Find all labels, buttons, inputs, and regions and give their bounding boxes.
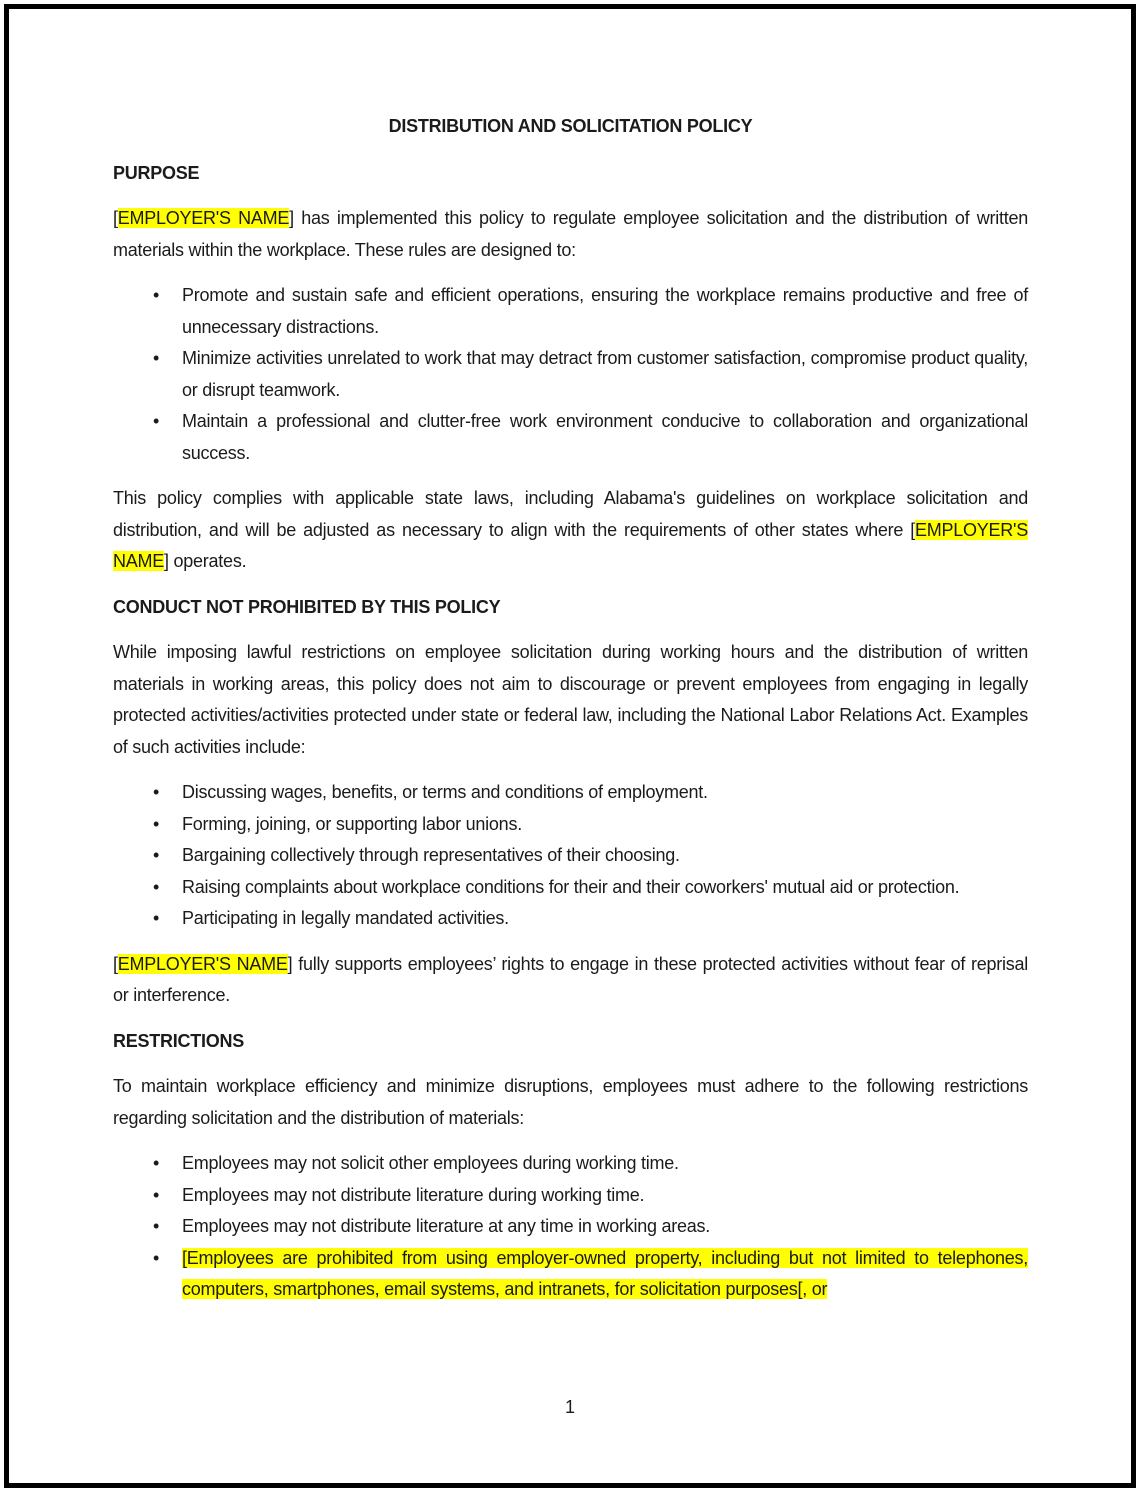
page-number: 1	[564, 1396, 575, 1417]
employer-name-placeholder: EMPLOYER'S NAME	[117, 208, 290, 228]
paragraph-restrictions-intro: To maintain workplace efficiency and minimize disruptions, employees must adhere to the following restrictions regarding solicitation and the distribution of materials:	[113, 1076, 1028, 1128]
paragraph-support	[113, 949, 1028, 1012]
paragraph-conduct-intro: While imposing lawful restrictions on employee solicitation during working hours and the distribution of written materials in working areas, this policy does not aim to discourage or prevent employees from engaging in legally protected activities/activities protected under state or federal law, including the National Labor Relations Act. Examples of such activities include:	[113, 642, 1028, 757]
employer-name-placeholder: EMPLOYER'S NAME	[117, 953, 288, 974]
protected-activities-list	[113, 777, 1028, 935]
list-item: • Minimize activities unrelated to work that may detract from customer satisfaction, compromise product quality, or disrupt teamwork.	[113, 343, 1028, 406]
list-item: • Employees may not distribute literature at any time in working areas.	[113, 1211, 1028, 1243]
paragraph-text: This policy complies with applicable state laws, including Alabama's guidelines on workplace solicitation and distribution, and will be adjusted as necessary to align with the requirements of other states where [	[113, 488, 1028, 540]
list-item: • Forming, joining, or supporting labor unions.	[113, 809, 1028, 841]
paragraph-text: ] has implemented this policy to regulate employee solicitation and the distribution of written materials within the workplace. These rules are designed to:	[113, 208, 1028, 260]
document-title: DISTRIBUTION AND SOLICITATION POLICY	[388, 116, 753, 136]
list-item: • Discussing wages, benefits, or terms and conditions of employment.	[113, 777, 1028, 809]
restrictions-list	[113, 1148, 1028, 1306]
paragraph-compliance	[113, 483, 1028, 578]
paragraph-text: ] operates.	[164, 551, 247, 571]
heading-restrictions: RESTRICTIONS	[113, 1030, 245, 1051]
page-border-frame	[4, 4, 1136, 1488]
purpose-goals-list	[113, 280, 1028, 469]
list-item: • Maintain a professional and clutter-free work environment conducive to collaboration and organizational success.	[113, 406, 1028, 469]
list-item: • Promote and sustain safe and efficient operations, ensuring the workplace remains productive and free of unnecessary distractions.	[113, 280, 1028, 343]
highlighted-rule-text: [Employees are prohibited from using employer-owned property, including but not limited to telephones, computers, smartphones, email systems, and intranets, for solicitation purposes[, or	[182, 1247, 1028, 1299]
heading-purpose: PURPOSE	[113, 162, 200, 183]
list-item: • Employees may not solicit other employees during working time.	[113, 1148, 1028, 1180]
list-item: • Bargaining collectively through representatives of their choosing.	[113, 840, 1028, 872]
list-item-highlighted	[113, 1243, 1028, 1306]
list-item: • Raising complaints about workplace conditions for their and their coworkers' mutual aid or protection.	[113, 872, 1028, 904]
employer-name-placeholder: EMPLOYER'S NAME	[113, 519, 1028, 571]
list-item: • Employees may not distribute literature during working time.	[113, 1180, 1028, 1212]
bracket-open: [	[113, 953, 118, 974]
bracket-open: [	[113, 208, 118, 228]
paragraph-text: ] fully supports employees’ rights to engage in these protected activities without fear of reprisal or interference.	[113, 953, 1028, 1005]
paragraph-purpose-intro	[113, 203, 1028, 266]
list-item: • Participating in legally mandated activities.	[113, 903, 1028, 935]
heading-conduct-not-prohibited: CONDUCT NOT PROHIBITED BY THIS POLICY	[113, 596, 501, 617]
